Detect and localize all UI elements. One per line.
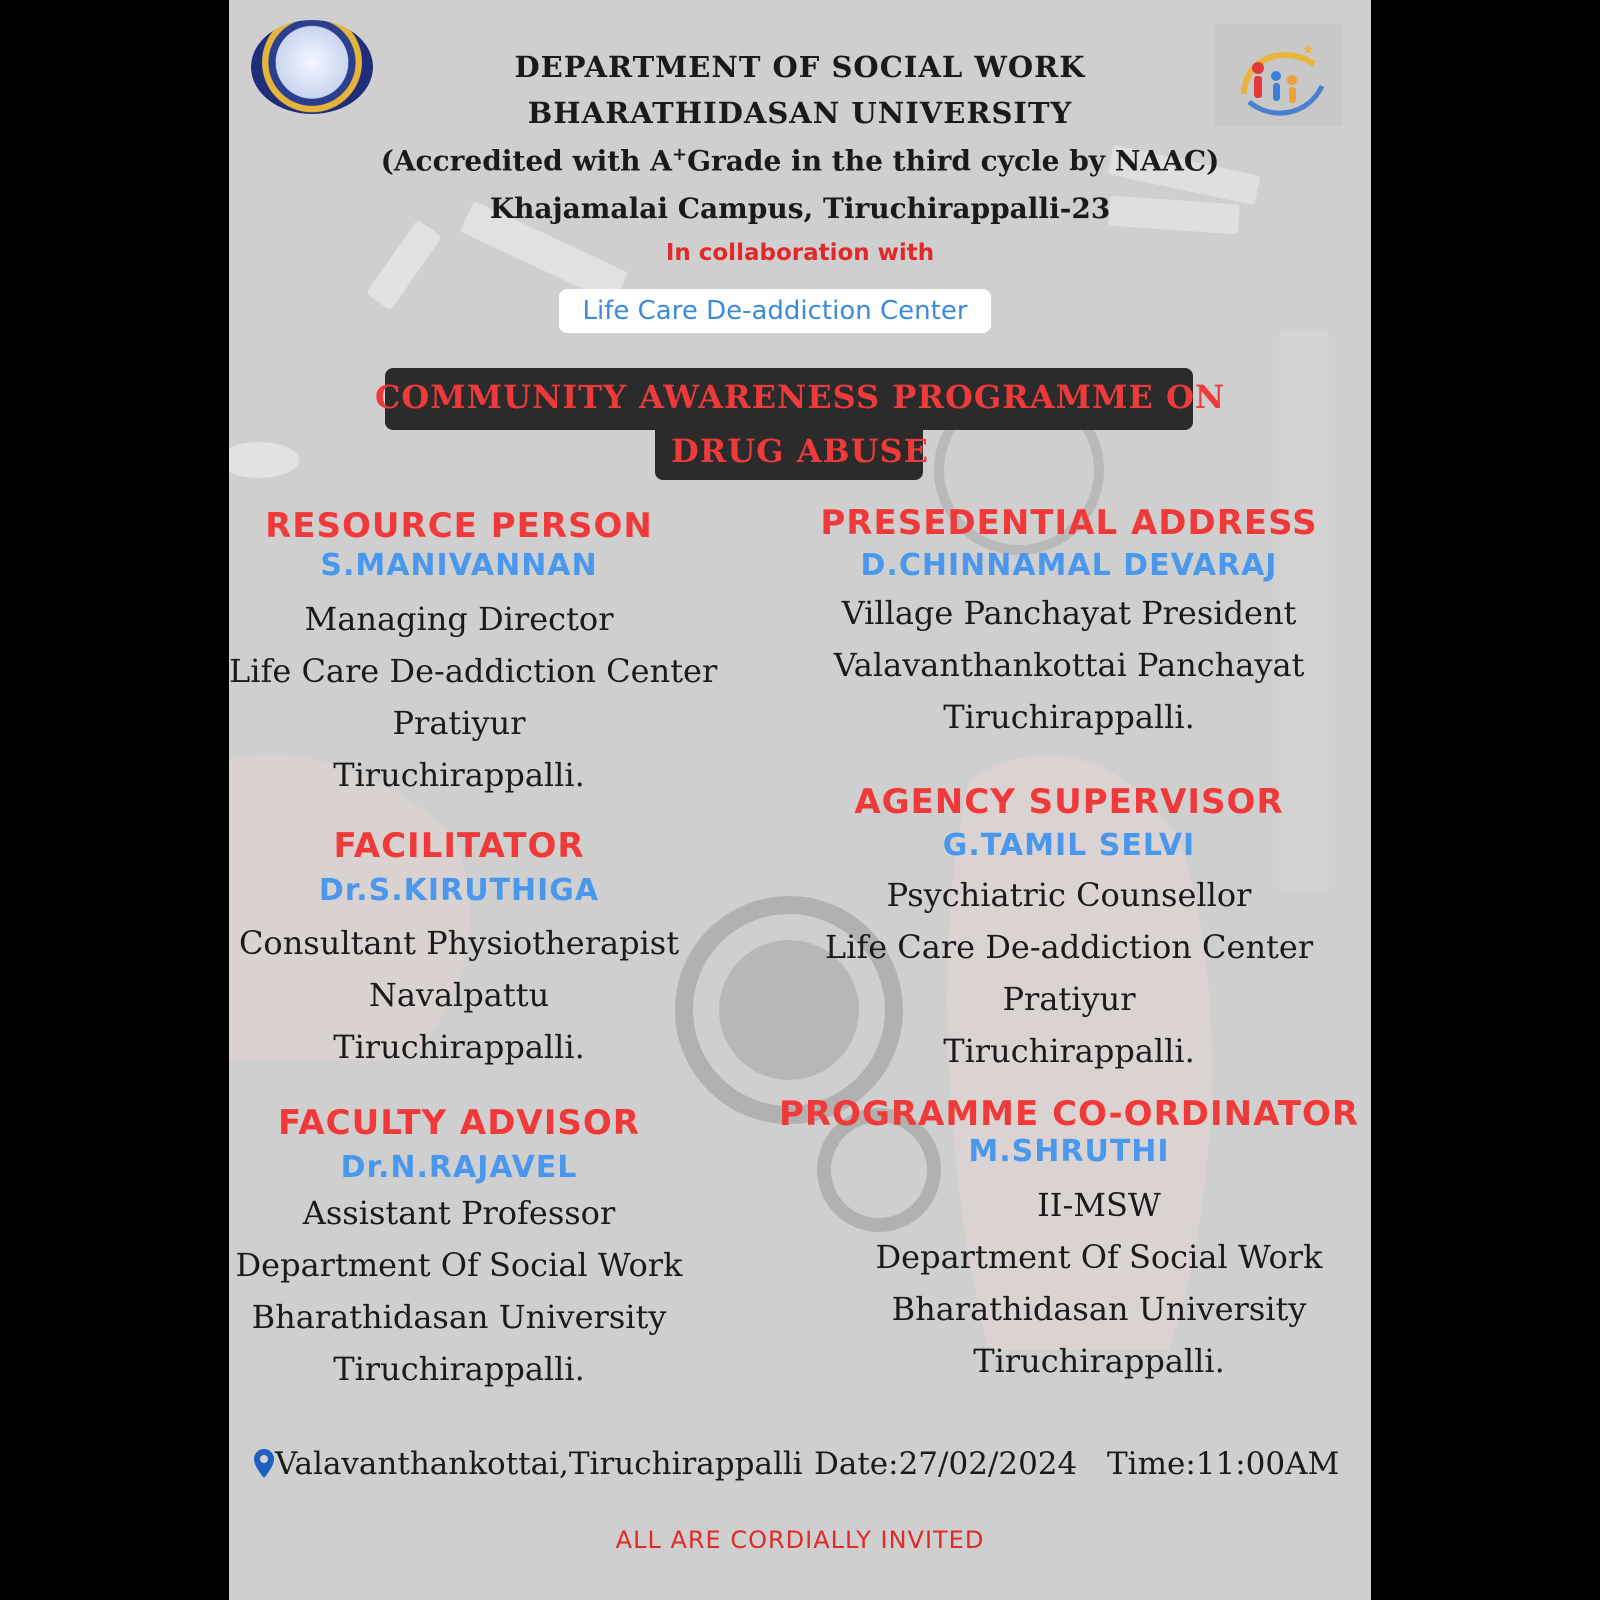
facilitator-detail: Tiruchirappalli. [333,1028,585,1066]
presidential-address-detail: Village Panchayat President [841,594,1297,632]
faculty-advisor-detail: Department Of Social Work [235,1246,683,1284]
faculty-advisor-detail: Bharathidasan University [251,1298,667,1336]
event-date: Date:27/02/2024 [814,1446,1078,1482]
event-time: Time:11:00AM [1107,1446,1340,1482]
programme-coordinator-name: M.SHRUTHI [968,1134,1170,1169]
agency-supervisor-detail: Psychiatric Counsellor [886,876,1252,914]
accreditation: (Accredited with A+Grade in the third cycle by NAAC) [380,144,1220,178]
agency-supervisor-role: AGENCY SUPERVISOR [854,782,1284,822]
university-name: BHARATHIDASAN UNIVERSITY [527,96,1073,130]
venue [253,1446,803,1482]
faculty-advisor-name: Dr.N.RAJAVEL [340,1150,578,1185]
faculty-advisor-role: FACULTY ADVISOR [278,1103,640,1143]
facilitator-detail: Consultant Physiotherapist [238,924,680,962]
programme-title-line2: DRUG ABUSE [671,432,929,470]
presidential-address-detail: Valavanthankottai Panchayat [833,646,1305,684]
presidential-address-detail: Tiruchirappalli. [943,698,1195,736]
resource-person-role: RESOURCE PERSON [265,506,653,546]
resource-person-detail: Tiruchirappalli. [333,756,585,794]
programme-coordinator-detail: II-MSW [1037,1186,1161,1224]
presidential-address-role: PRESEDENTIAL ADDRESS [820,503,1318,543]
programme-coordinator-detail: Department Of Social Work [875,1238,1323,1276]
resource-person-detail: Life Care De-addiction Center [229,652,718,690]
faculty-advisor-detail: Tiruchirappalli. [333,1350,585,1388]
event-poster [229,0,1371,1600]
facilitator-detail: Navalpattu [368,976,550,1014]
resource-person-detail: Pratiyur [392,704,526,742]
agency-supervisor-detail: Life Care De-addiction Center [824,928,1314,966]
invitation-note: ALL ARE CORDIALLY INVITED [615,1526,985,1554]
presidential-address-name: D.CHINNAMAL DEVARAJ [860,548,1278,583]
programme-title-line1: COMMUNITY AWARENESS PROGRAMME ON [374,378,1226,416]
facilitator-role: FACILITATOR [333,826,585,866]
programme-coordinator-detail: Bharathidasan University [891,1290,1307,1328]
agency-supervisor-name: G.TAMIL SELVI [942,828,1196,863]
resource-person-detail: Managing Director [304,600,614,638]
programme-coordinator-detail: Tiruchirappalli. [973,1342,1225,1380]
svg-text:★: ★ [1302,42,1315,58]
department-name: DEPARTMENT OF SOCIAL WORK [514,50,1086,84]
collaboration-label: In collaboration with [665,240,935,266]
partner-name: Life Care De-addiction Center [559,289,991,333]
agency-supervisor-detail: Tiruchirappalli. [943,1032,1195,1070]
faculty-advisor-detail: Assistant Professor [302,1194,616,1232]
venue-text: Valavanthankottai,Tiruchirappalli [275,1446,803,1482]
resource-person-name: S.MANIVANNAN [320,548,598,583]
facilitator-name: Dr.S.KIRUTHIGA [318,873,600,908]
programme-coordinator-role: PROGRAMME CO-ORDINATOR [778,1094,1360,1134]
agency-supervisor-detail: Pratiyur [1002,980,1136,1018]
map-pin-icon [253,1448,275,1480]
campus-address: Khajamalai Campus, Tiruchirappalli-23 [489,192,1111,225]
